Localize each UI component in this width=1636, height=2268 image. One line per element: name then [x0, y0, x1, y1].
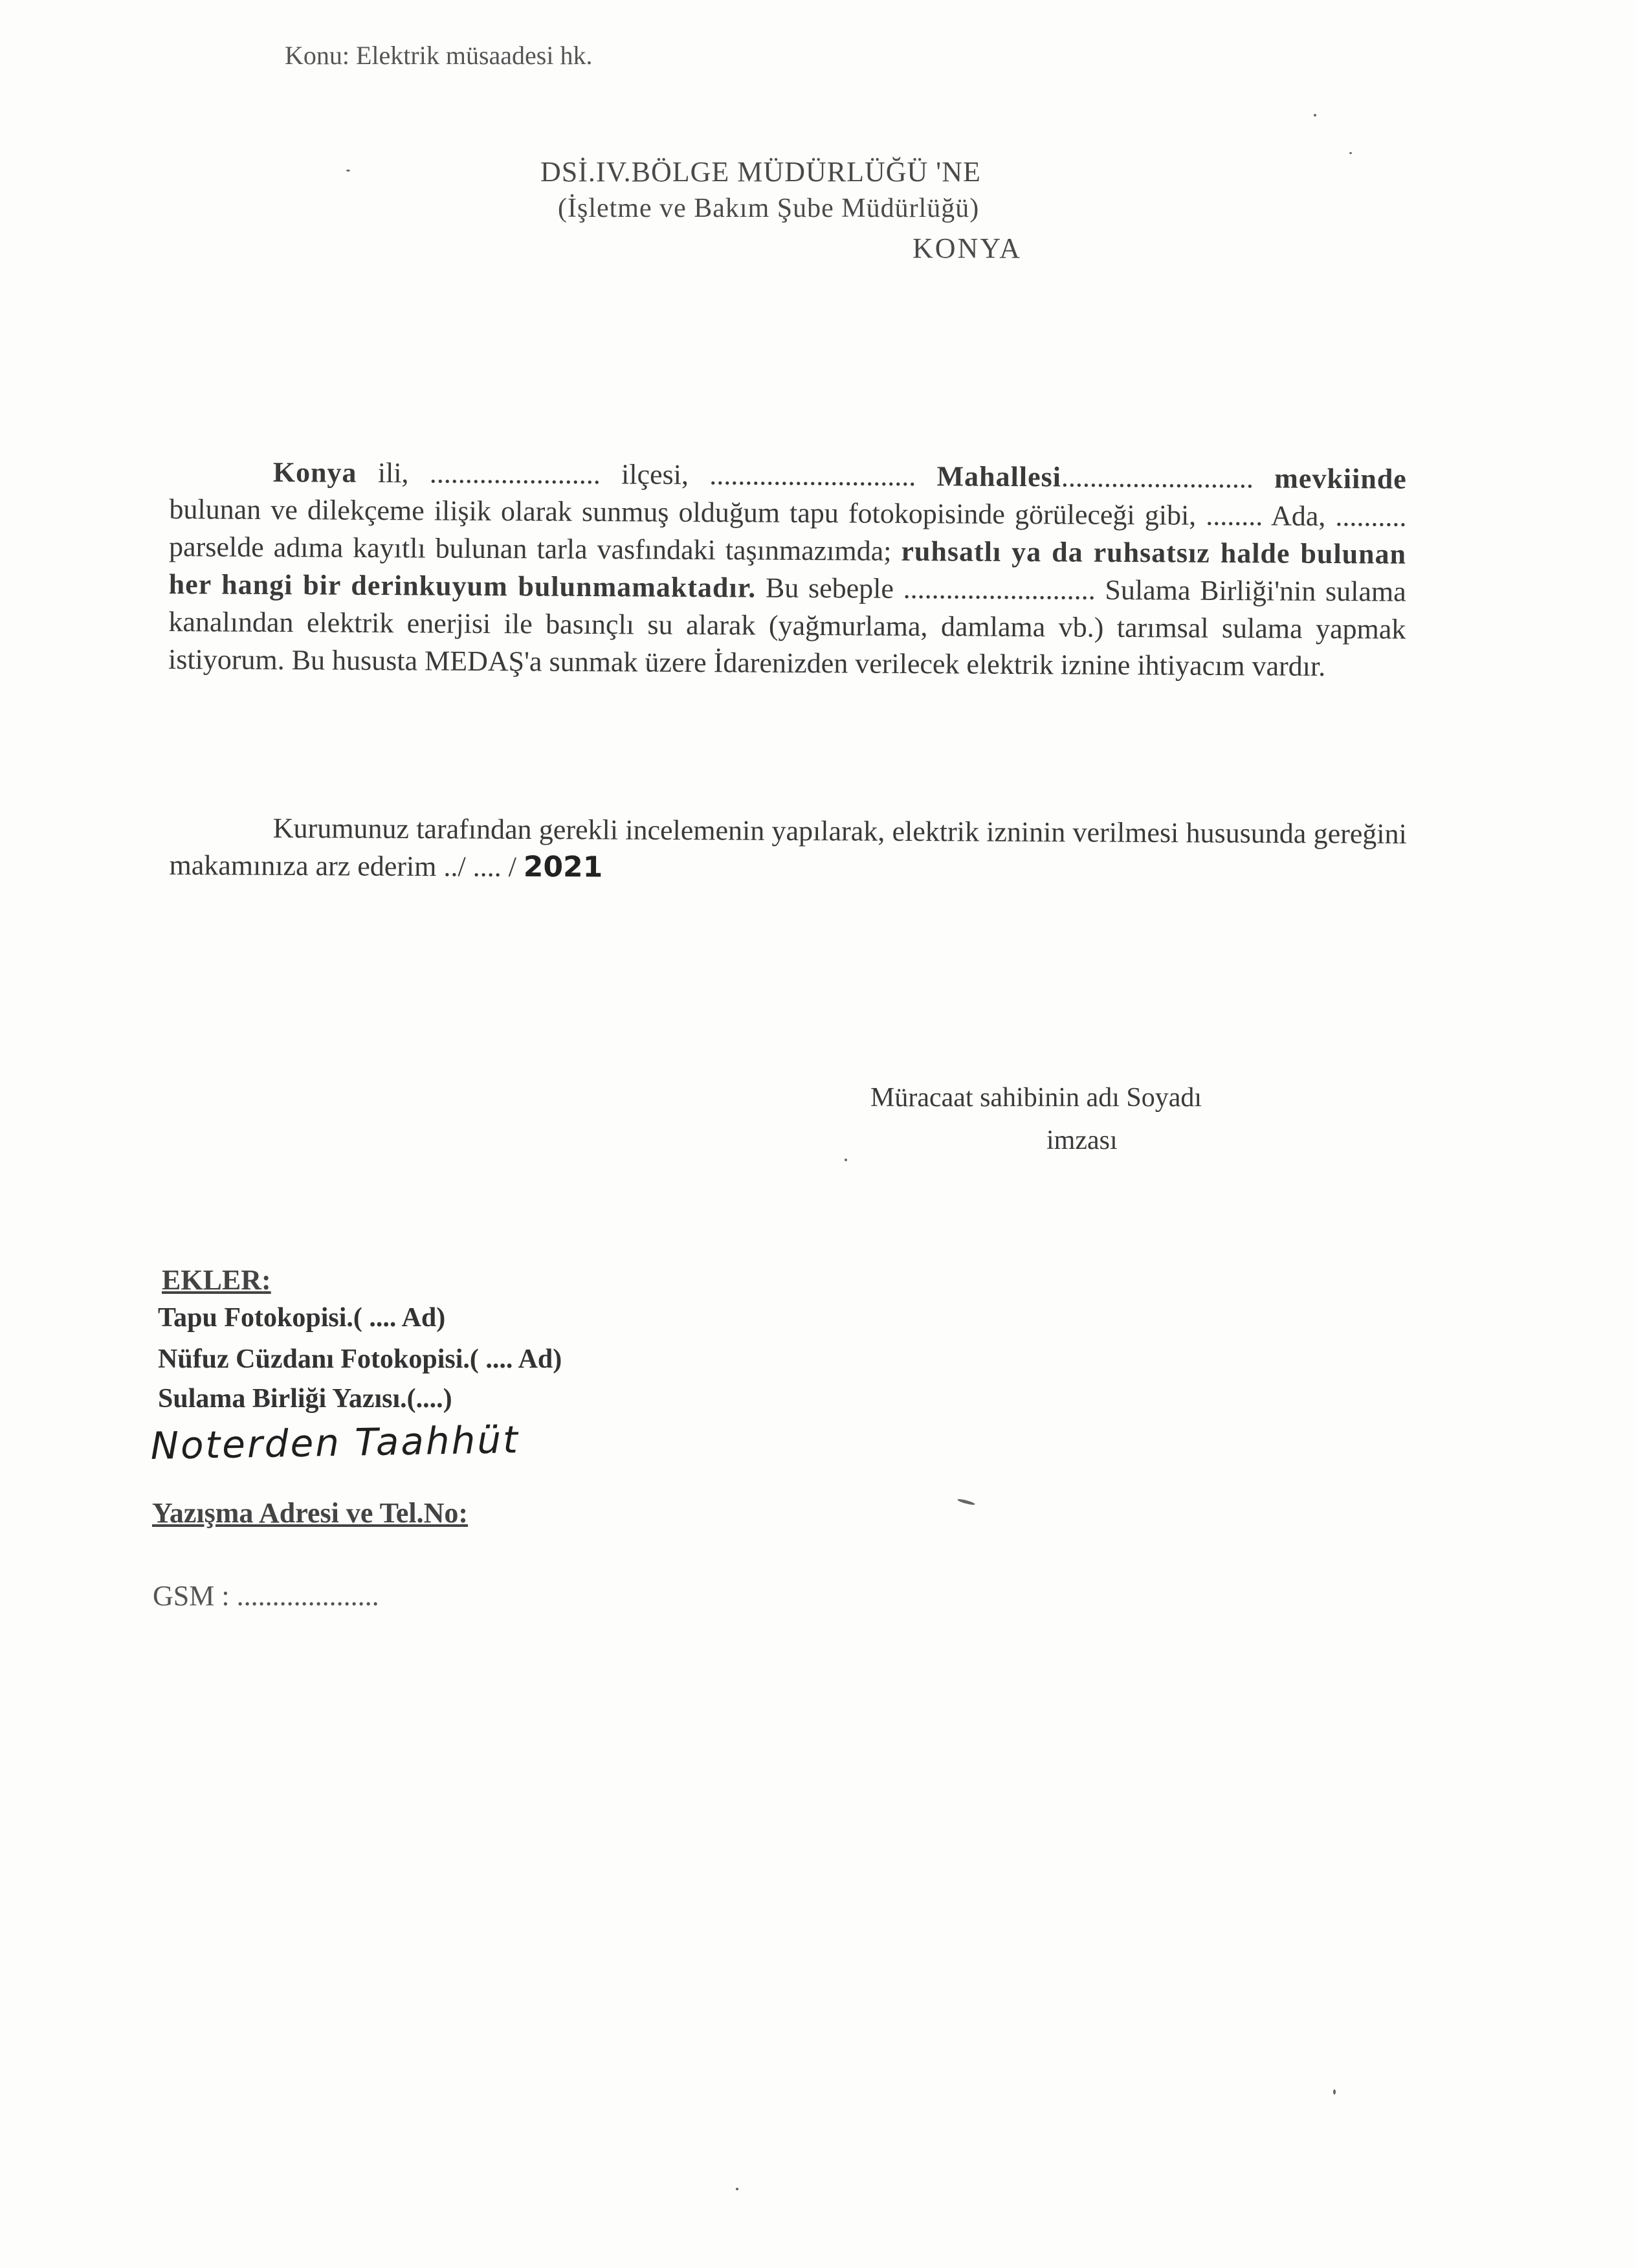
- body-paragraph-1: [168, 453, 1407, 686]
- no-well-declaration: ruhsatlı ya da ruhsatsız halde bulunan her hangi bir derinkuyum bulunmamaktadır.: [168, 535, 1407, 604]
- body-paragraph-2: [169, 809, 1407, 891]
- scan-speck: [346, 170, 350, 172]
- addressee-title: DSİ.IV.BÖLGE MÜDÜRLÜĞÜ 'NE: [540, 156, 981, 188]
- scan-speck: [1349, 152, 1352, 154]
- scan-speck: [957, 1498, 975, 1506]
- signature-label: imzası: [1046, 1126, 1118, 1155]
- applicant-name-label: Müracaat sahibinin adı Soyadı: [870, 1083, 1202, 1113]
- attachment-item: Nüfuz Cüzdanı Fotokopisi.( .... Ad): [158, 1344, 562, 1374]
- request-text: Kurumunuz tarafından gerekli incelemenin yapılarak, elektrik izninin verilmesi hususunda gereğini makamınıza arz ederim: [169, 812, 1407, 883]
- scan-speck: [736, 2188, 738, 2190]
- date-blank: ../ .... /: [443, 850, 517, 883]
- attachments-title: EKLER:: [162, 1264, 271, 1296]
- contact-title: Yazışma Adresi ve Tel.No:: [152, 1497, 469, 1529]
- subject-line: Konu: Elektrik müsaadesi hk.: [285, 41, 593, 70]
- locality-label: mevkiinde: [1274, 462, 1407, 495]
- body-text-a: bulunan ve dilekçeme ilişik olarak sunmuş olduğum tapu fotokopisinde görüleceği gibi, ........ Ada, .......... parselde adıma kayıtlı bulunan tarla vasfındaki taşınmazımda;: [168, 493, 1407, 567]
- attachment-item: Tapu Fotokopisi.( .... Ad): [158, 1303, 446, 1333]
- attachment-item: Sulama Birliği Yazısı.(....): [158, 1384, 452, 1414]
- addressee-city: KONYA: [912, 232, 1022, 264]
- location-blanks: ili, ........................ ilçesi, .............................: [357, 456, 937, 493]
- addressee-department: (İşletme ve Bakım Şube Müdürlüğü): [558, 194, 980, 223]
- scan-speck: [1333, 2089, 1336, 2095]
- neighborhood-label: Mahallesi: [936, 460, 1062, 493]
- handwritten-year: 2021: [523, 850, 603, 884]
- scan-speck: [845, 1159, 847, 1161]
- scan-speck: [1314, 114, 1316, 117]
- city-label: Konya: [272, 456, 357, 489]
- gsm-field: GSM : ....................: [153, 1580, 379, 1612]
- handwritten-attachment: Noterden Taahhüt: [150, 1418, 520, 1468]
- body-text-b: Bu sebeple ........................... Sulama Birliği'nin sulama kanalından elektrik enerjisi ile basınçlı su alarak (yağmurlama, damlama vb.) tarımsal sulama yapmak istiyorum. Bu hususta MEDAŞ'a sunmak üzere İdarenizden verilecek elektrik iznine ihtiyacım vardır.: [168, 572, 1406, 682]
- neighborhood-blank: ...........................: [1061, 461, 1275, 495]
